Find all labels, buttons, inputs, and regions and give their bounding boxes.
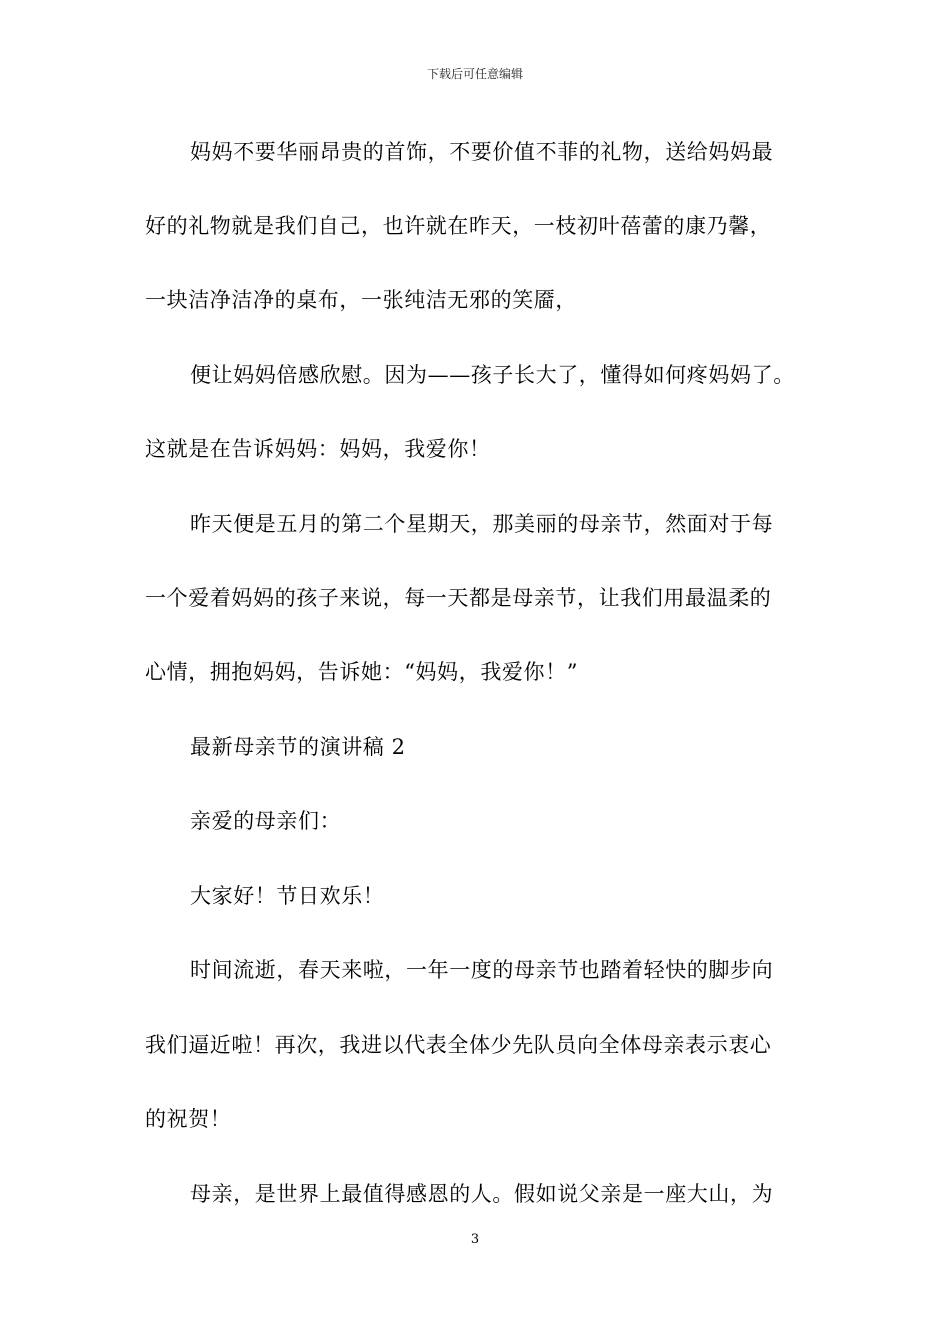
paragraph-line: 一块洁净洁净的桌布，一张纯洁无邪的笑靥， bbox=[145, 288, 577, 312]
paragraph-line: 这就是在告诉妈妈：妈妈，我爱你！ bbox=[145, 437, 491, 461]
section-heading: 最新母亲节的演讲稿 2 bbox=[190, 735, 406, 759]
paragraph-line: 母亲，是世界上最值得感恩的人。假如说父亲是一座大山，为 bbox=[190, 1182, 774, 1206]
paragraph-line: 好的礼物就是我们自己，也许就在昨天，一枝初叶蓓蕾的康乃馨， bbox=[145, 214, 772, 238]
paragraph-line: 时间流逝，春天来啦，一年一度的母亲节也踏着轻快的脚步向 bbox=[190, 958, 774, 982]
paragraph-line: 妈妈不要华丽昂贵的首饰，不要价值不菲的礼物，送给妈妈最 bbox=[190, 140, 774, 164]
paragraph-line: 的祝贺！ bbox=[145, 1107, 232, 1131]
paragraph-line: 昨天便是五月的第二个星期天，那美丽的母亲节，然面对于每 bbox=[190, 512, 774, 536]
paragraph-line: 一个爱着妈妈的孩子来说，每一天都是母亲节，让我们用最温柔的 bbox=[145, 586, 772, 610]
paragraph-line: 我们逼近啦！再次，我进以代表全体少先队员向全体母亲表示衷心 bbox=[145, 1033, 772, 1057]
greeting: 大家好！节日欢乐！ bbox=[190, 884, 385, 908]
page-header: 下载后可任意编辑 bbox=[426, 67, 523, 81]
paragraph-line: 便让妈妈倍感欣慰。因为——孩子长大了，懂得如何疼妈妈了。 bbox=[190, 363, 795, 387]
salutation: 亲爱的母亲们： bbox=[190, 809, 342, 833]
paragraph-line: 心情，拥抱妈妈，告诉她：“妈妈，我爱你！” bbox=[145, 660, 579, 684]
page-number: 3 bbox=[470, 1232, 480, 1247]
